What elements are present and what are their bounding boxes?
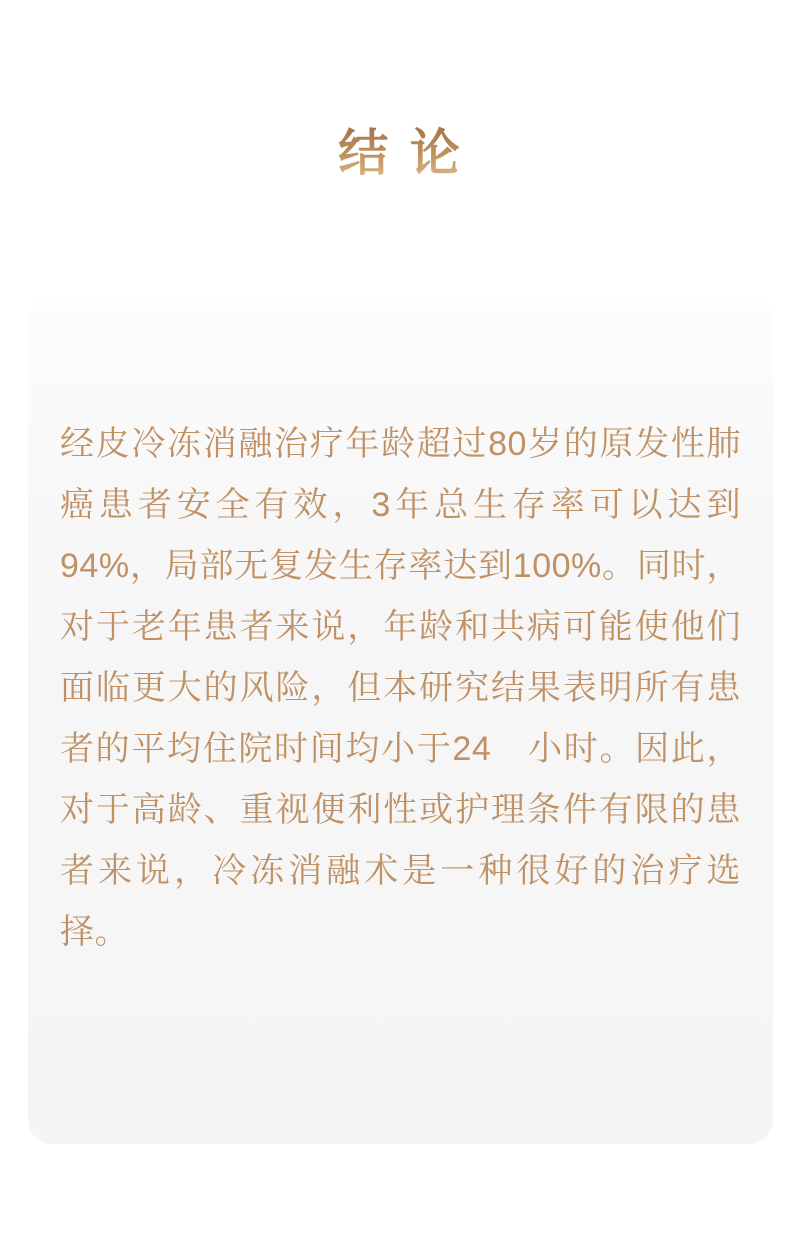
conclusion-card [28,297,773,1144]
page-title: 结 论 [0,126,800,180]
conclusion-paragraph: 经皮冷冻消融治疗年龄超过80岁的原发性肺癌患者安全有效，3年总生存率可以达到94%，局部无复发生存率达到100%。同时，对于老年患者来说，年龄和共病可能使他们面临更大的风险，但本研究结果表明所有患者的平均住院时间均小于24 小时。因此，对于高龄、重视便利性或护理条件有限的患者来说，冷冻消融术是一种很好的治疗选择。 [60,425,741,951]
